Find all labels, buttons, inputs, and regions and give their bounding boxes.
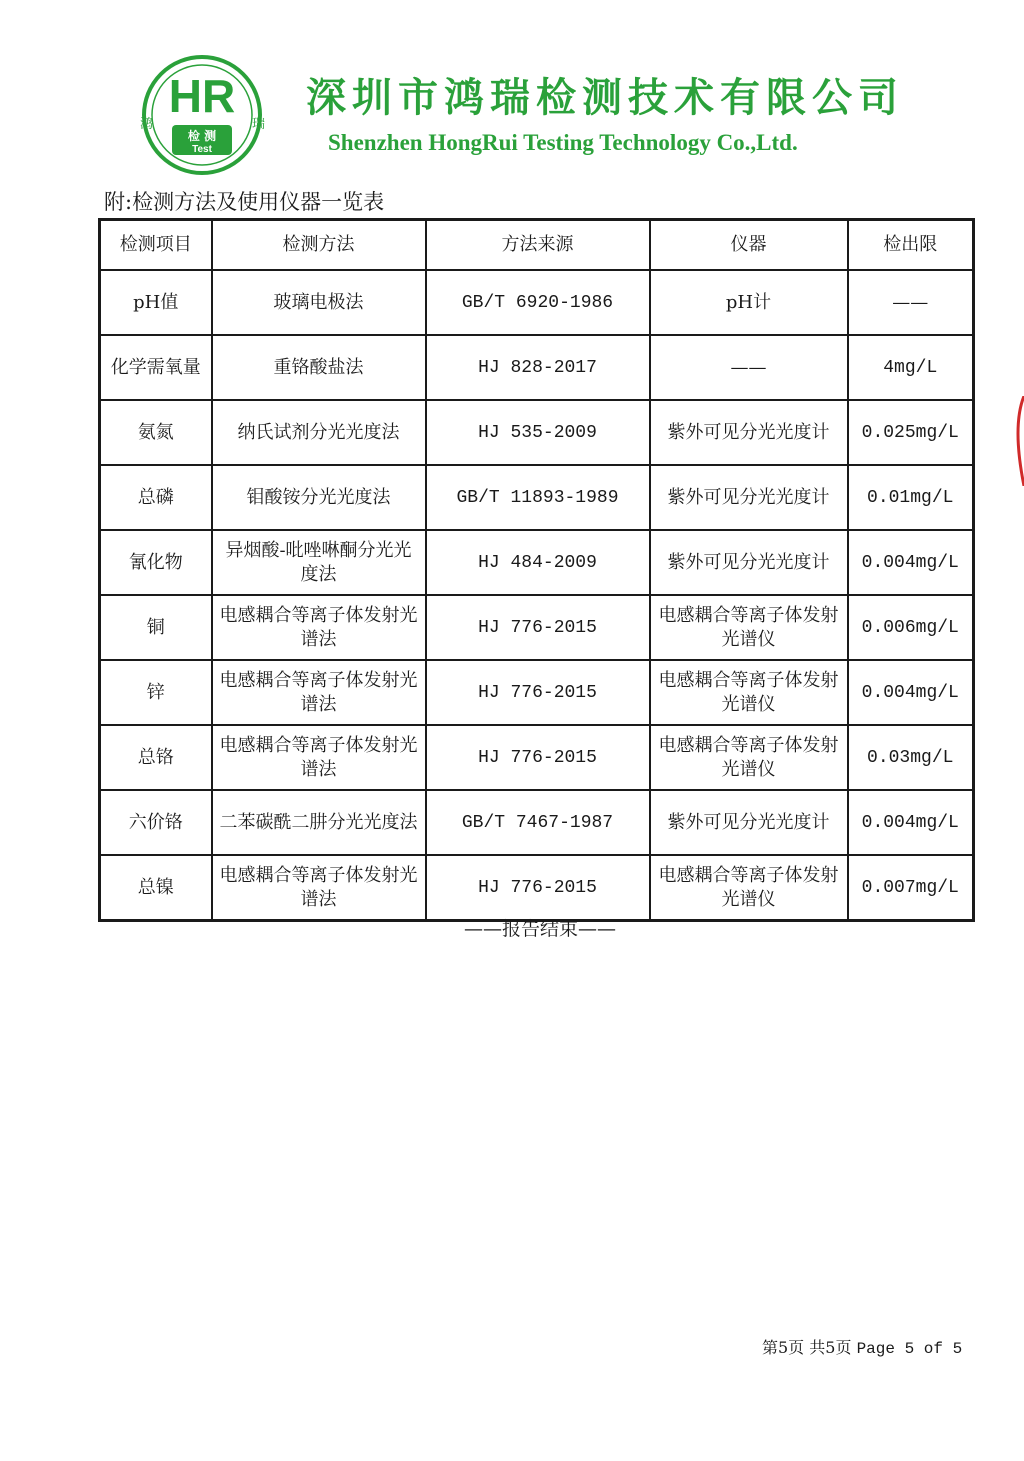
- cell-item: 总磷: [100, 465, 212, 530]
- cell-item: 氰化物: [100, 530, 212, 595]
- cell-source: HJ 535-2009: [426, 400, 650, 465]
- footer-page-en: Page 5 of 5: [856, 1340, 963, 1358]
- cell-instrument: pH计: [650, 270, 848, 335]
- header-source: 方法来源: [426, 220, 650, 271]
- cell-source: HJ 828-2017: [426, 335, 650, 400]
- methods-table: [98, 218, 975, 922]
- cell-instrument: 电感耦合等离子体发射光谱仪: [650, 855, 848, 921]
- cell-instrument: 紫外可见分光光度计: [650, 530, 848, 595]
- footer-page-cn: 第5页: [762, 1338, 805, 1357]
- cell-source: HJ 776-2015: [426, 595, 650, 660]
- logo-initials: HR: [168, 70, 236, 122]
- cell-source: HJ 776-2015: [426, 855, 650, 921]
- cell-instrument: ——: [650, 335, 848, 400]
- table-row: [100, 335, 974, 400]
- table-row: [100, 855, 974, 921]
- cell-item: 锌: [100, 660, 212, 725]
- cell-source: GB/T 7467-1987: [426, 790, 650, 855]
- company-name-cn: 深圳市鸿瑞检测技术有限公司: [306, 74, 904, 121]
- table-row: [100, 465, 974, 530]
- footer-total-cn: 共5页: [809, 1338, 852, 1357]
- cell-method: 电感耦合等离子体发射光谱法: [212, 660, 426, 725]
- cell-limit: 0.03mg/L: [848, 725, 974, 790]
- cell-method: 钼酸铵分光光度法: [212, 465, 426, 530]
- cell-instrument: 电感耦合等离子体发射光谱仪: [650, 660, 848, 725]
- cell-limit: 0.004mg/L: [848, 530, 974, 595]
- cell-source: GB/T 11893-1989: [426, 465, 650, 530]
- table-row: [100, 725, 974, 790]
- table-row: [100, 270, 974, 335]
- company-logo: [132, 50, 272, 180]
- logo-inner-en: Test: [192, 144, 212, 155]
- header-instrument: 仪器: [650, 220, 848, 271]
- cell-item: 铜: [100, 595, 212, 660]
- cell-limit: 0.025mg/L: [848, 400, 974, 465]
- cell-instrument: 电感耦合等离子体发射光谱仪: [650, 595, 848, 660]
- cell-instrument: 紫外可见分光光度计: [650, 465, 848, 530]
- cell-instrument: 紫外可见分光光度计: [650, 790, 848, 855]
- logo-inner-cn: 检 测: [187, 129, 217, 143]
- cell-instrument: 紫外可见分光光度计: [650, 400, 848, 465]
- table-header-row: [100, 220, 974, 271]
- header-method: 检测方法: [212, 220, 426, 271]
- cell-item: 总铬: [100, 725, 212, 790]
- page-footer: [762, 1335, 962, 1358]
- cell-method: 玻璃电极法: [212, 270, 426, 335]
- cell-item: 总镍: [100, 855, 212, 921]
- company-name-en: Shenzhen HongRui Testing Technology Co.,Ltd.: [328, 130, 798, 155]
- table-row: [100, 400, 974, 465]
- cell-source: HJ 776-2015: [426, 660, 650, 725]
- document-title: 附:检测方法及使用仪器一览表: [104, 190, 385, 214]
- cell-limit: ——: [848, 270, 974, 335]
- cell-method: 二苯碳酰二肼分光光度法: [212, 790, 426, 855]
- cell-method: 电感耦合等离子体发射光谱法: [212, 595, 426, 660]
- cell-method: 异烟酸-吡唑啉酮分光光度法: [212, 530, 426, 595]
- table-row: [100, 595, 974, 660]
- cell-limit: 0.004mg/L: [848, 660, 974, 725]
- cell-source: HJ 484-2009: [426, 530, 650, 595]
- report-end-marker: ——报告结束——: [463, 918, 616, 940]
- logo-left-char: 鸿: [140, 117, 154, 132]
- table-row: [100, 530, 974, 595]
- cell-method: 纳氏试剂分光光度法: [212, 400, 426, 465]
- header-item: 检测项目: [100, 220, 212, 271]
- cell-method: 电感耦合等离子体发射光谱法: [212, 725, 426, 790]
- cell-method: 电感耦合等离子体发射光谱法: [212, 855, 426, 921]
- cell-item: 化学需氧量: [100, 335, 212, 400]
- cell-limit: 0.004mg/L: [848, 790, 974, 855]
- cell-method: 重铬酸盐法: [212, 335, 426, 400]
- table-row: [100, 660, 974, 725]
- cell-source: GB/T 6920-1986: [426, 270, 650, 335]
- cell-limit: 0.01mg/L: [848, 465, 974, 530]
- cell-limit: 4mg/L: [848, 335, 974, 400]
- cell-limit: 0.007mg/L: [848, 855, 974, 921]
- cell-source: HJ 776-2015: [426, 725, 650, 790]
- table-row: [100, 790, 974, 855]
- cell-instrument: 电感耦合等离子体发射光谱仪: [650, 725, 848, 790]
- cell-item: 氨氮: [100, 400, 212, 465]
- cell-item: 六价铬: [100, 790, 212, 855]
- logo-right-char: 瑞: [252, 117, 266, 132]
- edge-mark: [1014, 396, 1024, 486]
- cell-limit: 0.006mg/L: [848, 595, 974, 660]
- cell-item: pH值: [100, 270, 212, 335]
- header-limit: 检出限: [848, 220, 974, 271]
